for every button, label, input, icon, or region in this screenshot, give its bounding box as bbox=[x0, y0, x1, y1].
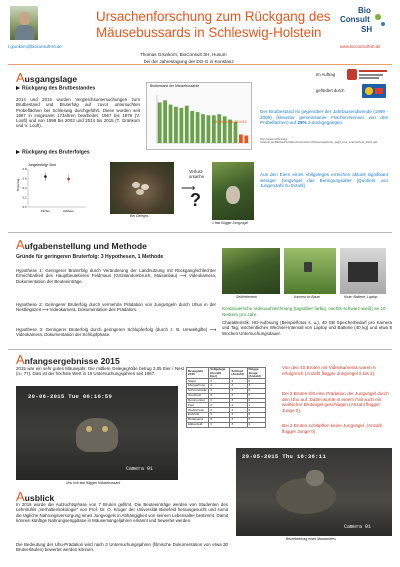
y-tick-label: 0.8 bbox=[22, 167, 27, 171]
author-email[interactable]: t.grunkorn@bioconsult-sh.de bbox=[8, 44, 62, 49]
logo-text-bio: Bio bbox=[358, 6, 371, 15]
chart-bar bbox=[244, 136, 248, 143]
ergebnisse-paragraph: 2015 war ein sehr gutes Mäusejahr. Die mittlere Gelegegröße betrug 3,05 Eier / Nest (n= 77). Dies ist der höchste Wert in 19 Untersuchungsjahren seit 1967. bbox=[16, 366, 184, 377]
table-cell: 3 bbox=[230, 413, 247, 418]
table-cell: 3 bbox=[209, 403, 230, 408]
table-cell: 3 bbox=[230, 408, 247, 413]
y-tick-label: 0.0 bbox=[22, 205, 27, 209]
chart-title: Brutbestand der Mäusebussarde bbox=[150, 83, 200, 88]
table-header-row bbox=[187, 368, 266, 379]
charakteristik-text: Charakteristik: HD-Aufösung (Beispielfotos s. u.), 40 GB Speicherbedarf pro Kamera und Tag, wöchentliches Wechsel-Intervall von Laptop und Batterie (40 kg) und etwa 8 Wochen Untersuchungsdauer. bbox=[222, 320, 392, 336]
chick-photo bbox=[212, 162, 254, 220]
table-cell: 3 bbox=[230, 393, 247, 398]
results-table bbox=[186, 367, 266, 428]
section-heading-ausblick: Ausblick bbox=[16, 489, 55, 504]
poster-title-line2: Mäusebussards in Schleswig-Holstein bbox=[96, 25, 322, 40]
table-cell: 3 bbox=[230, 388, 247, 393]
chart-bar bbox=[207, 115, 211, 143]
aufgaben-subheading: Gründe für geringeren Bruterfolg: 3 Hypothesen, 1 Methode bbox=[16, 254, 164, 260]
table-cell: 3 bbox=[230, 398, 247, 403]
chick-photo-caption: 1 fast flügger Jungvogel bbox=[212, 221, 249, 225]
nest-photo-caption: Bei Geleges bbox=[130, 214, 149, 218]
table-cell: Rummersiet bbox=[187, 398, 209, 403]
camera-tree-caption: Kamera im Baum bbox=[294, 295, 321, 299]
chart-bar bbox=[179, 108, 183, 143]
table-cell: 3 bbox=[209, 398, 230, 403]
uhu-photo-caption: Uhu holt fast flüggen Mäusebussard bbox=[66, 481, 121, 485]
question-mark: ? bbox=[190, 190, 201, 210]
chart-bar bbox=[163, 100, 167, 143]
chart-bar bbox=[201, 114, 205, 143]
section-divider bbox=[8, 349, 392, 350]
section-heading-ergebnisse: Anfangsergebnisse 2015 bbox=[16, 352, 120, 367]
sub-heading-brutbestand: Rückgang des Brutbestandes bbox=[16, 86, 95, 93]
arrow-right-icon: ⟶ bbox=[209, 327, 216, 332]
chart-bar bbox=[185, 106, 189, 143]
table-cell: 2 bbox=[247, 398, 265, 403]
bruterfolg-blue-text: Aus den Eiern eines Vollgeleges erreichen aktuell signifikant weniger Jungvögel das Beringungsalter [Quotient von Jungenzahl zu Eizahl]. bbox=[260, 172, 388, 188]
verlust-label-2: ursache bbox=[189, 174, 204, 179]
table-cell: 3 bbox=[230, 384, 247, 389]
header-divider bbox=[8, 64, 392, 65]
table-cell: 3 bbox=[209, 408, 230, 413]
bruterfolg-chart bbox=[16, 161, 92, 219]
table-cell: 3 bbox=[209, 388, 230, 393]
table-cell: 2 bbox=[247, 422, 265, 427]
bruterfolg-plot bbox=[16, 161, 92, 219]
table-row bbox=[187, 422, 266, 427]
chart-bar bbox=[217, 114, 221, 143]
verlust-label-1: Verlust- bbox=[189, 169, 204, 174]
brutbestand-chart bbox=[146, 82, 252, 150]
gefoerdert-logo bbox=[362, 84, 386, 98]
chart-title: Junge/erfolgr. Brut bbox=[28, 163, 56, 167]
chart-axis bbox=[28, 169, 86, 207]
camera-tree-photo bbox=[284, 248, 336, 294]
camera-label: Camera 01 bbox=[126, 466, 154, 472]
camera-timestamp: 29-05-2015 Thu 16:36:11 bbox=[242, 453, 327, 460]
y-tick-label: 0.4 bbox=[22, 186, 27, 190]
brutbestand-bars bbox=[147, 83, 253, 151]
table-cell: Wodrichson bbox=[187, 408, 209, 413]
result-red-text-3: Bei 2 Bruten schlüpften keine Jungvögel. (Anzahl flügger Junge 0). bbox=[282, 423, 383, 434]
green-method-text: Kontinuierliche Videoaufzeichnung (tagsüber farbig, nachts schwarz-weiß) an 10 Nestern pro Jahr. bbox=[222, 306, 386, 317]
sub-heading-bruterfolg: Rückgang des Bruterfolges bbox=[16, 150, 90, 157]
camera-timestamp: 20-06-2015 Tue 06:16:59 bbox=[28, 393, 113, 400]
logo-text-sh: SH bbox=[361, 25, 373, 34]
table-cell: 0 bbox=[247, 413, 265, 418]
gefoerdert-label: gefördert durch bbox=[316, 88, 345, 93]
auftrag-logo bbox=[347, 68, 389, 82]
table-cell: Pad bbox=[187, 403, 209, 408]
chart-bar bbox=[169, 105, 173, 143]
author-portrait bbox=[10, 6, 38, 40]
arrow-right-icon: ⟶ bbox=[179, 273, 187, 279]
table-cell: 3 bbox=[230, 379, 247, 384]
triangle-bullet-icon bbox=[16, 86, 20, 90]
laptop-box-caption: Kiste: Batterie, Laptop bbox=[344, 295, 378, 299]
table-cell: 0 bbox=[247, 408, 265, 413]
chart-note: Brutbestand 2014/15 bbox=[215, 120, 247, 124]
result-red-text-1: Von den 10 Bruten mit Videokameras waren 6 erfolgreich (Anzahl flügger Jungvögel 5 bis 2). bbox=[282, 365, 376, 376]
logo-dot-blue bbox=[381, 22, 385, 26]
section-heading-ausgangslage: Ausgangslage bbox=[16, 70, 78, 85]
section-divider bbox=[8, 232, 392, 233]
table-cell: Schuurstrade bbox=[187, 388, 209, 393]
hypothesis-3: Hypothese 3: Geringerer Bruterfolg durch geringeren Schlupferfolg (durch z. B. Umweltgifte) ⟶ Videokamera, Dokumentation der Schlupfphase. bbox=[16, 327, 216, 338]
table-cell: 3 bbox=[209, 379, 230, 384]
brutbestand-blue-text: Der Brutbestand ist gegenüber der Jahrtausendwende (1999 - 2000) (kleinster gemeinsamer Flächen-Nenner von drei Probeflächen) auf 28% zurückgegangen. bbox=[260, 109, 388, 125]
x-tick-label: 1970er bbox=[41, 209, 50, 213]
tree-climber-caption: Seilkletterteck bbox=[236, 295, 258, 299]
section-heading-aufgaben: Aufgabenstellung und Methode bbox=[16, 237, 147, 252]
table-cell: Slapp bbox=[187, 379, 209, 384]
tree-climber-photo bbox=[222, 248, 280, 294]
laptop-box-photo bbox=[340, 248, 386, 294]
table-cell: 3 bbox=[247, 393, 265, 398]
prey-photo-caption: Beutebeintrag eines Mausbruttes bbox=[286, 537, 336, 541]
uhu-camera-photo bbox=[16, 386, 178, 480]
table-cell: 3 bbox=[209, 413, 230, 418]
table-cell: 3 bbox=[247, 384, 265, 389]
ausblick-paragraph-1: In 2016 wurde die Autzuchtsphase von 7 Bruten gefilmt. Die Beuteeinträge werden von Studenten des Lehrstuhls „Verhaltensökologie" von Prof. Dr. O. Krüger der Universität Bielefeld herausgesucht und somit die tägliche Nahrungsversorgung eines Jungvogels in Abhängigkeit von seinem Lebensalter bestimmt. Damit können künftige Nahrungsengpässe in Mäusemangeljahren erkannt und bewertet werden. bbox=[16, 502, 228, 523]
y-tick-label: 0.6 bbox=[22, 176, 27, 181]
arrow-right-icon: ⟶ bbox=[42, 307, 49, 313]
percentage-value: 28% bbox=[297, 120, 307, 125]
table-header: Schlupf (Anzahl) bbox=[230, 368, 247, 379]
triangle-bullet-icon bbox=[16, 150, 20, 154]
logo-dot-green bbox=[375, 14, 381, 20]
chart-bar bbox=[190, 111, 194, 143]
table-cell: Rottelsand bbox=[187, 417, 209, 422]
chart-bar bbox=[196, 112, 200, 143]
table-cell: 3 bbox=[209, 422, 230, 427]
table-cell: 0 bbox=[247, 388, 265, 393]
table-cell: 0 bbox=[247, 379, 265, 384]
table-cell: 3 bbox=[209, 393, 230, 398]
nest-photo bbox=[110, 162, 174, 214]
table-cell: 3 bbox=[209, 384, 230, 389]
y-tick-label: 0.2 bbox=[22, 195, 27, 200]
poster-title-line1: Ursachenforschung zum Rückgang des bbox=[96, 9, 331, 24]
table-cell: Eulsholt bbox=[187, 413, 209, 418]
chart-bar bbox=[239, 134, 243, 143]
table-header: Flügge Junge (Anzahl) bbox=[247, 368, 265, 379]
table-cell: 3 bbox=[209, 417, 230, 422]
prey-delivery-photo bbox=[236, 448, 392, 536]
table-cell: Elkkenfeld bbox=[187, 422, 209, 427]
x-tick-label: Jahrtaus. bbox=[62, 209, 75, 213]
table-cell: Goosholz bbox=[187, 393, 209, 398]
source-link[interactable]: http://www.schleswig-holstein.de/DE/Fachinhalte/A/artenschutz/Downloads/mb_Jagd_und_Artenschutz_2014.pdf bbox=[260, 137, 377, 145]
chart-bar bbox=[174, 107, 178, 143]
arrow-right-icon: ⟶ bbox=[181, 183, 196, 194]
hypothesis-2: Hypothese 2: Geringerer Bruterfolg durch vermehrte Prädation von Jungvögeln durch Uhus in der Nestlingszeit ⟶ Videokamera, Dokumentation des Prädators. bbox=[16, 302, 216, 313]
table-cell: 3 bbox=[230, 417, 247, 422]
result-red-text-2: Bei 2 Bruten tritt eine Prädation der Jungvögel durch den Uhu auf. Dabei wurde in einem Fall auch ein weiblicher Brutvogel geschlagen (Anzahl flügger Junge 0). bbox=[282, 391, 389, 413]
table-cell: 3 bbox=[230, 403, 247, 408]
website-link[interactable]: www.bioconsult-sh.de bbox=[340, 44, 381, 49]
table-cell: 1 bbox=[247, 403, 265, 408]
table-header: Vollgelege (Anzahl Eier) bbox=[209, 368, 230, 379]
table-cell: 3 bbox=[247, 417, 265, 422]
camera-label: Camera 01 bbox=[344, 524, 372, 530]
author-line: Thomas Grünkorn, BioConsult SH, Husum bbox=[140, 52, 227, 57]
event-line: bei der Jahrestagung der DO-G in Konstanz bbox=[144, 59, 234, 64]
hypothesis-1: Hypothese 1: Geringerer Bruterfolg durch Veränderung der Landnutzung mit Rückgang/schlechter Erreichbarkeit des Hauptbeutetieres Feldmaus (Grünlandumbruch, Maisanbau) ⟶ Videokamera, Dokumentation der Beuteeinträge. bbox=[16, 268, 216, 284]
chart-bar bbox=[158, 102, 162, 143]
logo-text-consult: Consult bbox=[340, 15, 370, 24]
y-axis-label: Bruterfolg bbox=[16, 178, 20, 191]
ausgangslage-paragraph: 2014 und 2015 wurden Vergleichsuntersuchungen zum Brutbestand und Bruterfolg auf zuvor untersuchten Probeflächen bei Schleswig durchgeführt. Diese wurden seit 1967 in insgesamt 17Jahren bearbeitet: 1967 bis 1976 (V. Looft) und von 1998 bis 2002 und 2014 bis 2015 (T. Grünkorn und V. Looft). bbox=[16, 97, 140, 129]
ausblick-paragraph-2: Die Bedeutung der Uhu-Prädation wird nach 3 Untersuchungsjahren (filmische Dokumentation von etwa 30 Brutverläufen) bewertet werden können. bbox=[16, 542, 228, 553]
table-header: Bruteplatz 2015 bbox=[187, 368, 209, 379]
table-cell: 3 bbox=[230, 422, 247, 427]
table-cell: Meggerhorg bbox=[187, 384, 209, 389]
im-auftrag-label: Im Auftrag bbox=[316, 72, 336, 77]
